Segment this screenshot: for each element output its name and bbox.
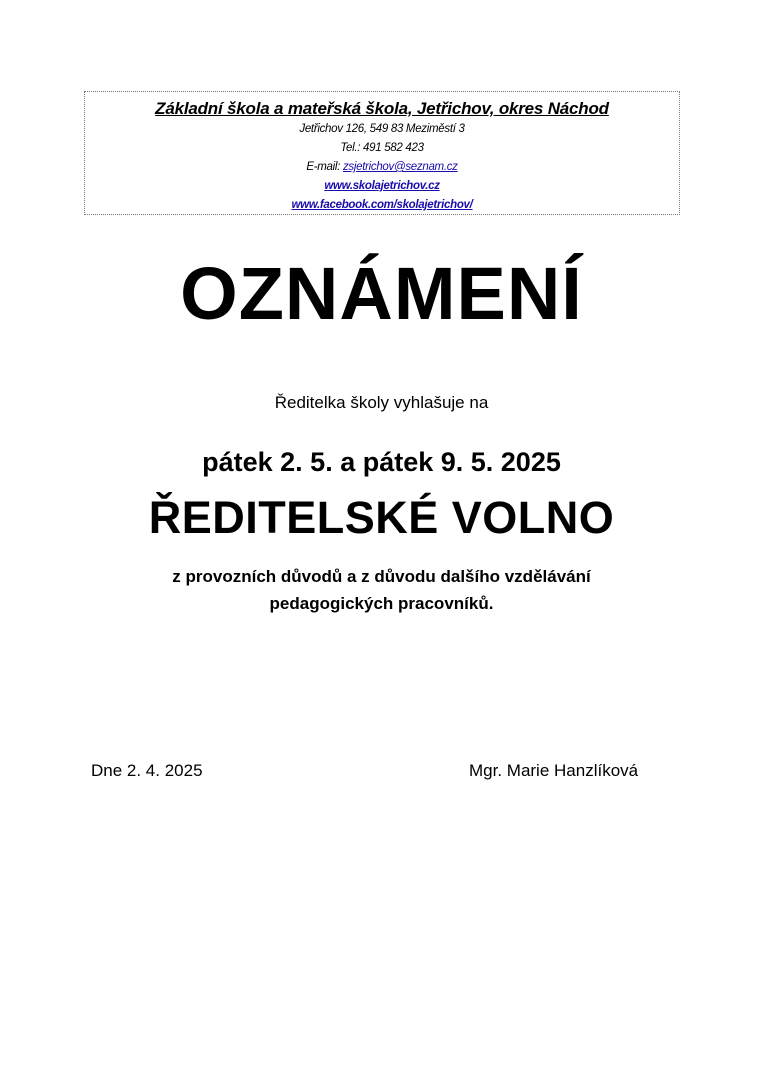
- reason-line-1: z provozních důvodů a z důvodu dalšího vzdělávání: [172, 567, 591, 586]
- facebook-link[interactable]: www.facebook.com/skolajetrichov/: [291, 199, 473, 211]
- issue-date: Dne 2. 4. 2025: [91, 761, 203, 780]
- letterhead-box: [84, 91, 680, 215]
- reason-line-2: pedagogických pracovníků.: [269, 594, 494, 613]
- notice-title: OZNÁMENÍ: [180, 252, 583, 335]
- school-email-line: [85, 158, 679, 177]
- school-address: Jetřichov 126, 549 83 Meziměstí 3: [299, 123, 465, 135]
- notice-reason: [0, 563, 763, 617]
- notice-intro: Ředitelka školy vyhlašuje na: [274, 393, 489, 412]
- school-phone: Tel.: 491 582 423: [340, 142, 424, 154]
- website-link[interactable]: www.skolajetrichov.cz: [324, 180, 440, 192]
- school-name: Základní škola a mateřská škola, Jetřichov, okres Náchod: [155, 99, 609, 118]
- email-label: E-mail:: [306, 161, 343, 173]
- email-link[interactable]: zsjetrichov@seznam.cz: [342, 161, 458, 173]
- notice-headline: ŘEDITELSKÉ VOLNO: [148, 492, 615, 543]
- notice-dates: pátek 2. 5. a pátek 9. 5. 2025: [202, 447, 561, 477]
- signatory-name: Mgr. Marie Hanzlíková: [469, 761, 639, 780]
